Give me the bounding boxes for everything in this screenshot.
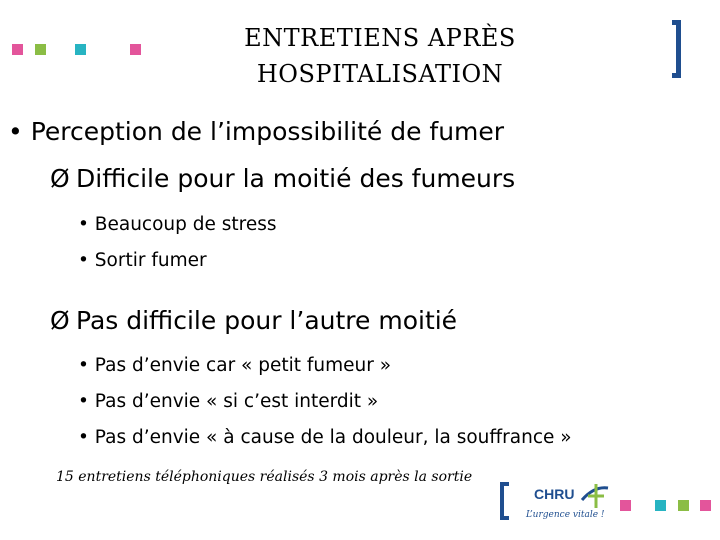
list-item: • Sortir fumer	[78, 250, 207, 271]
footnote: 15 entretiens téléphoniques réalisés 3 mois après la sortie	[56, 469, 473, 485]
list-item: • Pas d’envie « si c’est interdit »	[78, 391, 379, 412]
decor-square-pink-3	[620, 500, 631, 511]
chru-logo	[524, 482, 614, 528]
title-line-2: HOSPITALISATION	[256, 60, 504, 88]
title-line-1: ENTRETIENS APRÈS	[244, 24, 516, 52]
sub1-list	[78, 207, 277, 279]
sub2-list	[78, 348, 572, 456]
logo-name: CHRU	[534, 486, 575, 502]
bullet-perception: • Perception de l’impossibilité de fumer	[8, 117, 505, 146]
decor-square-pink-4	[700, 500, 711, 511]
list-item: • Pas d’envie car « petit fumeur »	[78, 355, 392, 376]
logo-bracket	[500, 482, 509, 520]
sub-bullet-difficile	[50, 164, 515, 193]
list-item: • Pas d’envie « à cause de la douleur, la souffrance »	[78, 427, 572, 448]
slide-title	[200, 20, 560, 92]
decor-square-green-2	[678, 500, 689, 511]
arrow-bullet-icon: Ø	[50, 164, 70, 193]
bracket-decoration	[672, 20, 681, 78]
list-item: • Beaucoup de stress	[78, 214, 277, 235]
arrow-bullet-icon: Ø	[50, 306, 70, 335]
decor-square-pink-2	[130, 44, 141, 55]
sub-bullet-difficile-text: Difficile pour la moitié des fumeurs	[76, 164, 516, 193]
sub-bullet-pas-difficile	[50, 306, 457, 335]
decor-square-teal-2	[655, 500, 666, 511]
decor-square-pink-1	[12, 44, 23, 55]
logo-tagline: L’urgence vitale !	[526, 510, 605, 520]
sub-bullet-pas-difficile-text: Pas difficile pour l’autre moitié	[76, 306, 458, 335]
decor-square-teal	[75, 44, 86, 55]
logo-cross-icon	[574, 482, 614, 512]
decor-square-green	[35, 44, 46, 55]
